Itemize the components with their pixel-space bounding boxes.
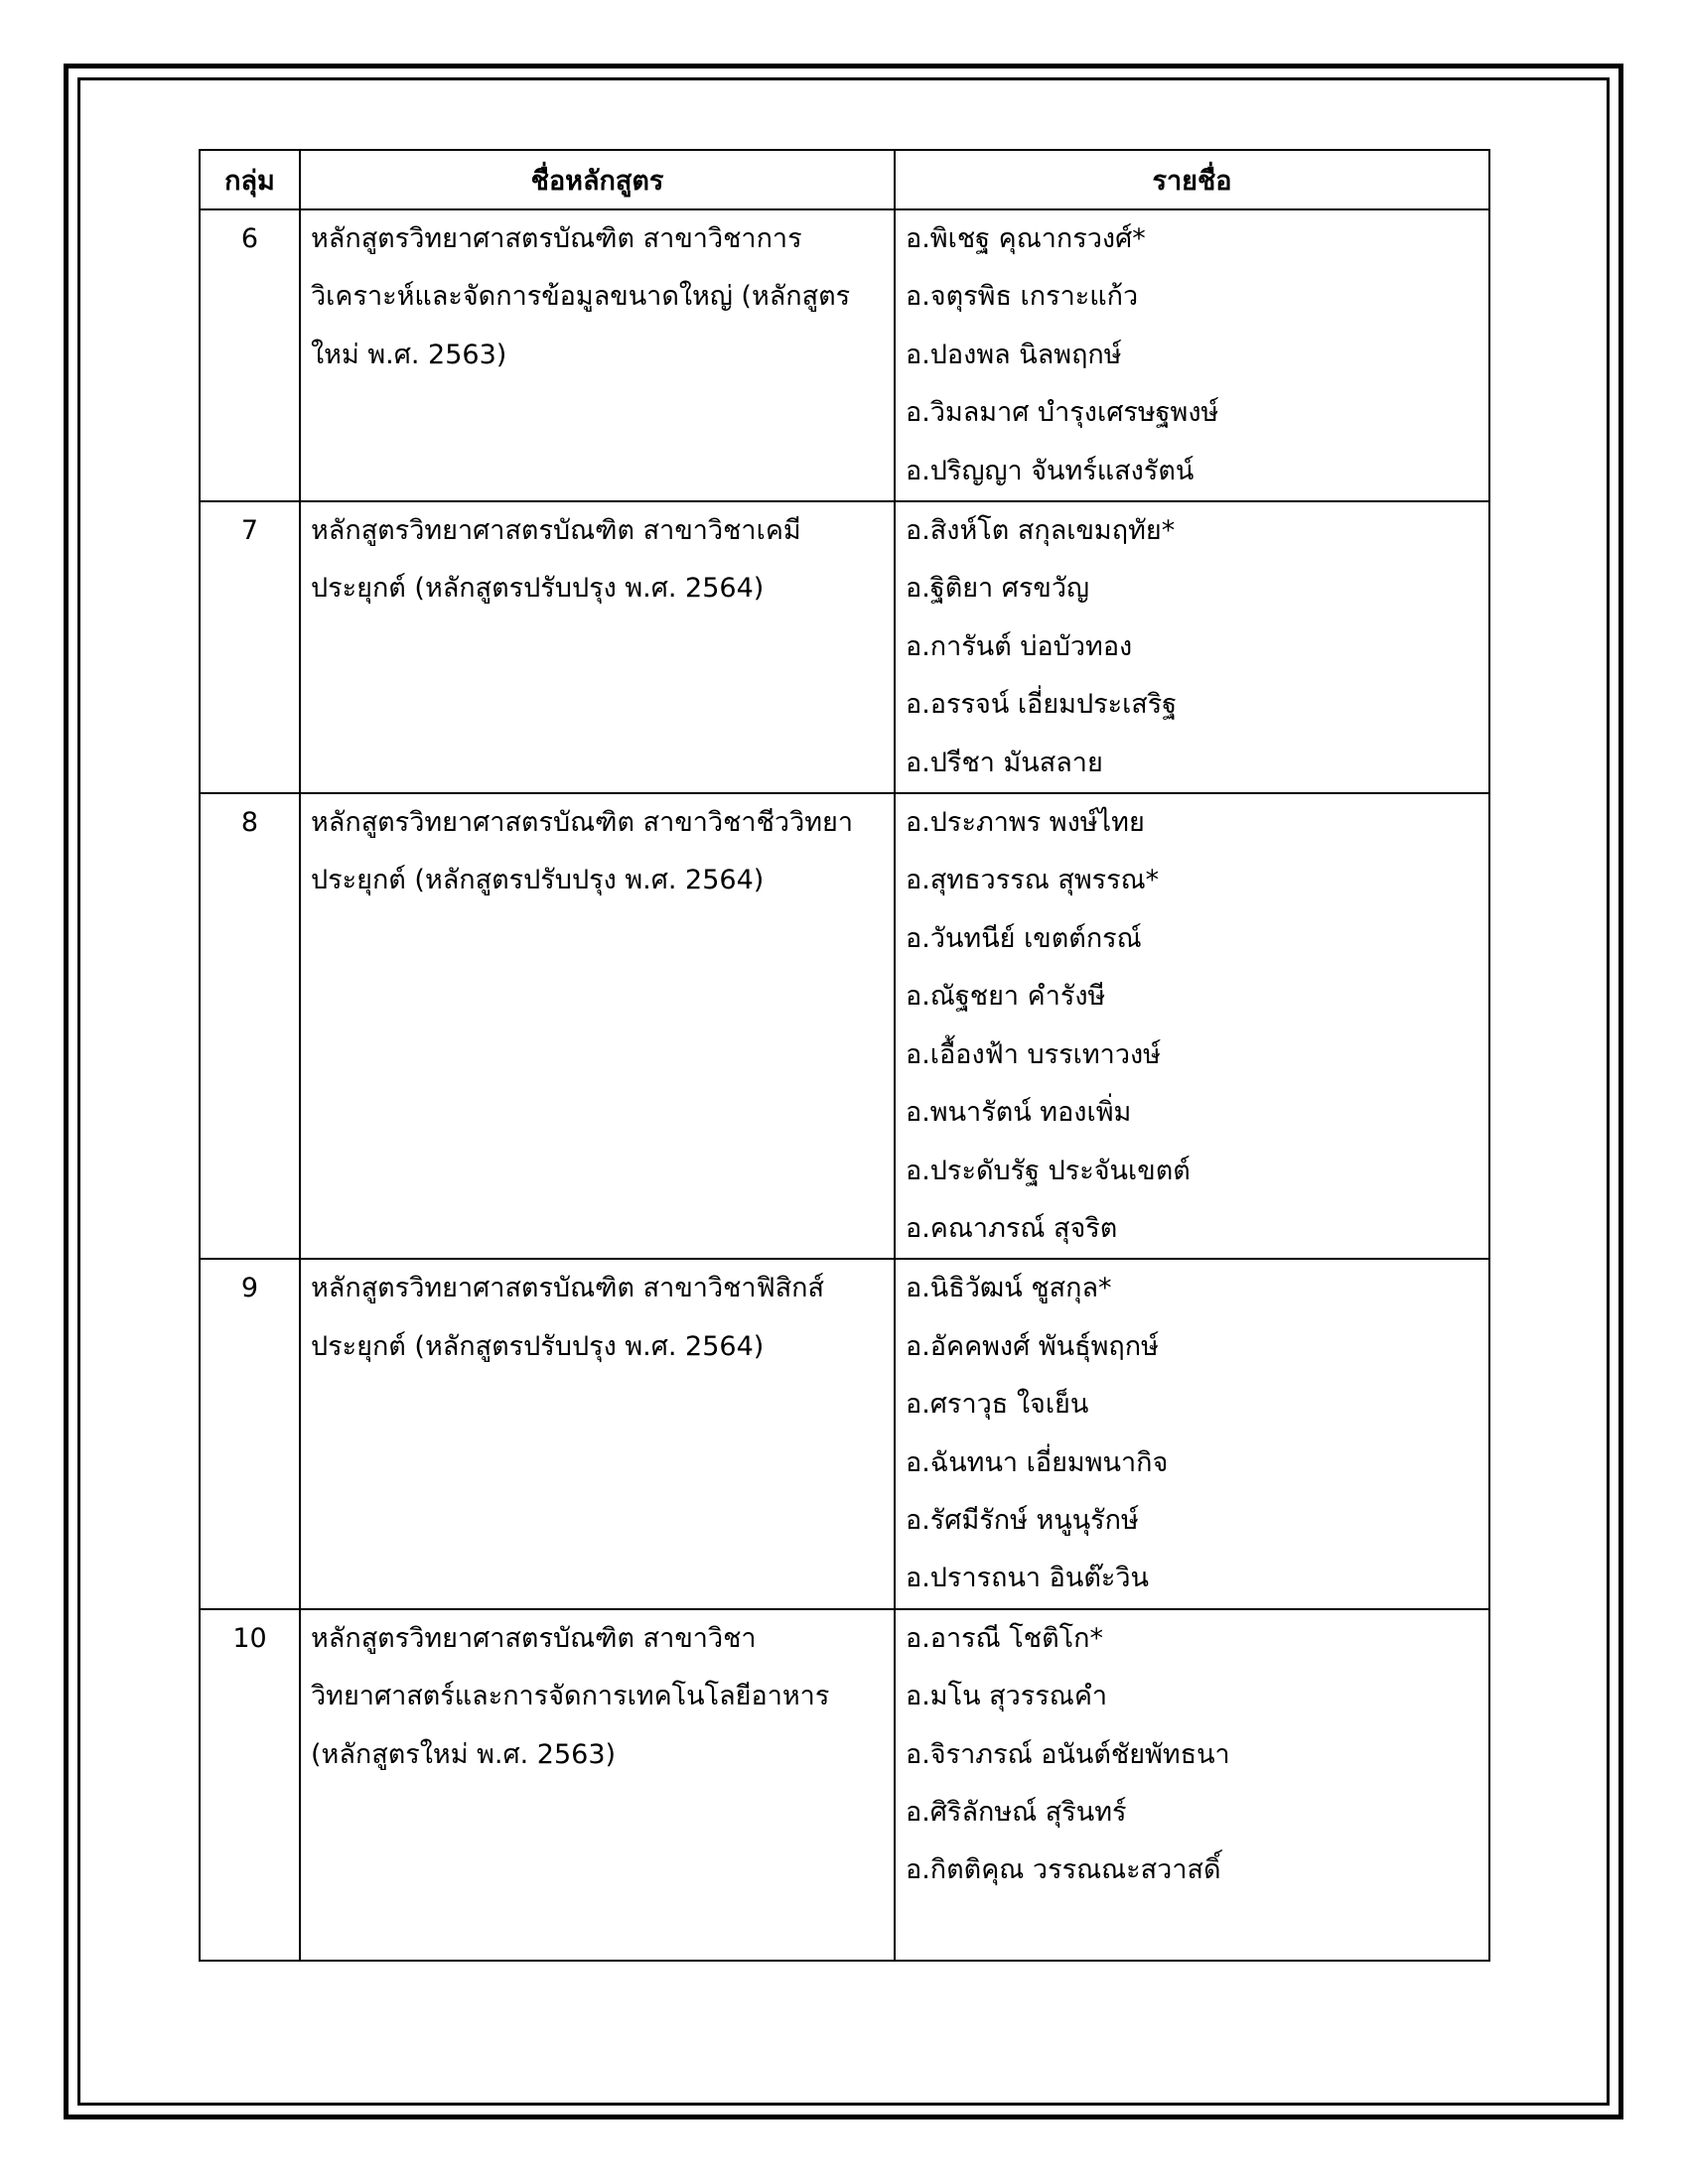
course-name	[300, 1609, 895, 1961]
member-list	[895, 501, 1489, 793]
course-committee-table	[199, 149, 1490, 1962]
group-number: 10	[200, 1609, 300, 1961]
header-course: ชื่อหลักสูตร	[300, 150, 895, 209]
member-name: อ.คณาภรณ์ สุจริต	[906, 1212, 1118, 1244]
group-number: 7	[200, 501, 300, 793]
member-name: อ.ฉันทนา เอี่ยมพนากิจ	[906, 1446, 1169, 1478]
group-number: 9	[200, 1259, 300, 1608]
member-name: อ.ณัฐชยา คำรังษี	[906, 981, 1106, 1013]
table-row	[200, 1259, 1489, 1608]
header-members: รายชื่อ	[895, 150, 1489, 209]
course-name-line: วิทยาศาสตร์และการจัดการเทคโนโลยีอาหาร	[311, 1681, 830, 1712]
member-name: อ.มโน สุวรรณคำ	[906, 1681, 1108, 1712]
member-name: อ.เอื้องฟ้า บรรเทาวงษ์	[906, 1038, 1161, 1070]
course-name-line: ประยุกต์ (หลักสูตรปรับปรุง พ.ศ. 2564)	[311, 865, 765, 896]
member-name: อ.วันทนีย์ เขตต์กรณ์	[906, 922, 1142, 954]
member-name: อ.อรรจน์ เอี่ยมประเสริฐ	[906, 689, 1178, 721]
member-name: อ.ปองพล นิลพฤกษ์	[906, 339, 1122, 370]
member-name: อ.วิมลมาศ บำรุงเศรษฐพงษ์	[906, 397, 1219, 429]
course-name-line: ใหม่ พ.ศ. 2563)	[311, 339, 507, 370]
course-name	[300, 501, 895, 793]
member-name: อ.ประภาพร พงษ์ไทย	[906, 807, 1145, 839]
table-row	[200, 209, 1489, 501]
member-list	[895, 209, 1489, 501]
course-name-line: หลักสูตรวิทยาศาสตรบัณฑิต สาขาวิชาเคมี	[311, 515, 801, 547]
group-number: 8	[200, 793, 300, 1259]
member-name: อ.จิราภรณ์ อนันต์ชัยพัทธนา	[906, 1738, 1230, 1770]
course-name-line: หลักสูตรวิทยาศาสตรบัณฑิต สาขาวิชาชีววิทยา	[311, 807, 854, 839]
member-name: อ.กิตติคุณ วรรณณะสวาสดิ์	[906, 1854, 1221, 1886]
group-number: 6	[200, 209, 300, 501]
course-name-line: ประยุกต์ (หลักสูตรปรับปรุง พ.ศ. 2564)	[311, 1330, 765, 1362]
member-name: อ.ปรารถนา อินต๊ะวิน	[906, 1563, 1149, 1594]
course-name-line: (หลักสูตรใหม่ พ.ศ. 2563)	[311, 1738, 617, 1770]
member-name: อ.พิเชฐ คุณากรวงศ์*	[906, 223, 1146, 254]
member-name: อ.ปรีชา มันสลาย	[906, 747, 1103, 778]
member-name: อ.ศราวุธ ใจเย็น	[906, 1389, 1089, 1421]
member-name: อ.ปริญญา จันทร์แสงรัตน์	[906, 455, 1195, 486]
course-name-line: หลักสูตรวิทยาศาสตรบัณฑิต สาขาวิชาฟิสิกส์	[311, 1273, 825, 1304]
member-name: อ.ประดับรัฐ ประจันเขตต์	[906, 1155, 1191, 1186]
member-name: อ.สิงห์โต สกุลเขมฤทัย*	[906, 515, 1176, 547]
table-row	[200, 793, 1489, 1259]
member-name: อ.พนารัตน์ ทองเพิ่ม	[906, 1097, 1132, 1129]
course-name-line: หลักสูตรวิทยาศาสตรบัณฑิต สาขาวิชาการ	[311, 223, 802, 254]
table-row	[200, 501, 1489, 793]
header-group: กลุ่ม	[200, 150, 300, 209]
table-row	[200, 1609, 1489, 1961]
course-name	[300, 793, 895, 1259]
member-name: อ.นิธิวัฒน์ ชูสกุล*	[906, 1273, 1112, 1304]
course-name-line: ประยุกต์ (หลักสูตรปรับปรุง พ.ศ. 2564)	[311, 573, 765, 605]
table-header-row	[200, 150, 1489, 209]
course-name-line: หลักสูตรวิทยาศาสตรบัณฑิต สาขาวิชา	[311, 1622, 757, 1654]
course-name-line: วิเคราะห์และจัดการข้อมูลขนาดใหญ่ (หลักสูตร	[311, 281, 851, 313]
course-name	[300, 1259, 895, 1608]
member-name: อ.สุทธวรรณ สุพรรณ*	[906, 865, 1160, 896]
member-name: อ.การันต์ บ่อบัวทอง	[906, 630, 1133, 662]
member-name: อ.รัศมีรักษ์ หนูนุรักษ์	[906, 1504, 1139, 1536]
member-list	[895, 1259, 1489, 1608]
member-list	[895, 793, 1489, 1259]
member-list	[895, 1609, 1489, 1961]
course-name	[300, 209, 895, 501]
member-name: อ.อัคคพงศ์ พันธุ์พฤกษ์	[906, 1330, 1159, 1362]
member-name: อ.ฐิติยา ศรขวัญ	[906, 573, 1090, 605]
member-name: อ.อารณี โชติโก*	[906, 1622, 1104, 1654]
member-name: อ.จตุรพิธ เกราะแก้ว	[906, 281, 1139, 313]
member-name: อ.ศิริลักษณ์ สุรินทร์	[906, 1796, 1127, 1828]
